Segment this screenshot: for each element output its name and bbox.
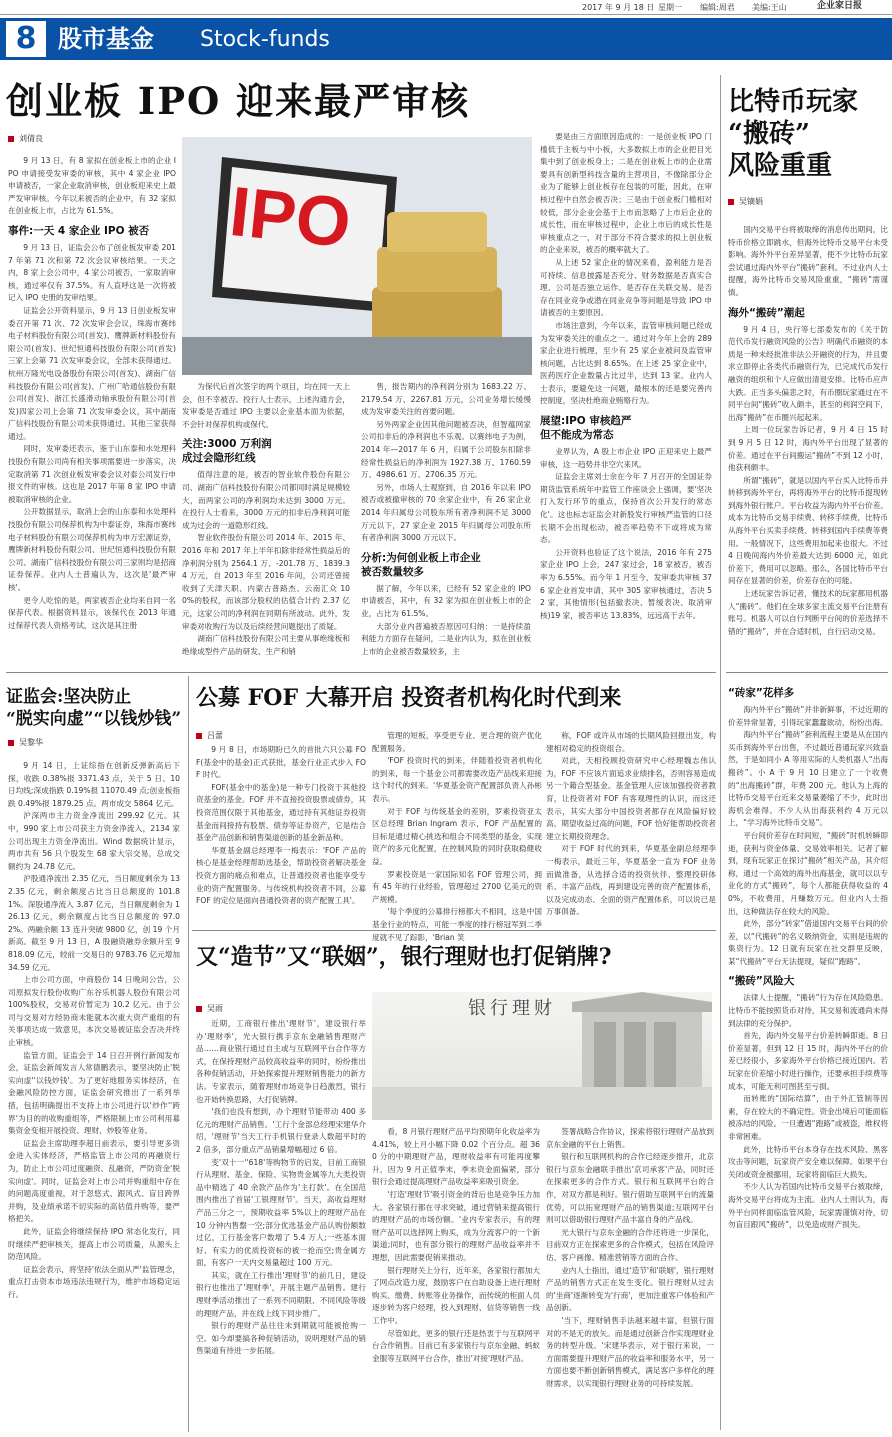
side-author: 吴镝娟: [739, 197, 763, 206]
byline-marker: [728, 199, 734, 205]
side-top-body: [728, 224, 888, 664]
paragraph: 上周一位玩家告诉记者，9 月 4 日 15 时到 9 月 5 日 12 时，海内外平台出现了显著的价差。通过在平台间搬运“搬砖”不到 12 小时，他获利颇丰。: [728, 425, 888, 473]
section-title-cn: 股市基金: [58, 25, 154, 53]
divider-h-side: [726, 672, 888, 673]
byline-marker: [8, 740, 14, 746]
paragraph: 而转账的“国际结算”，由于外汇管制等因素，存在较大的不确定性。资金出境后可能面临被冻结的风险。一旦遭遇“跑路”或被盗，维权将非常困难。: [728, 1094, 888, 1141]
paragraph: 管理的短板，享受更专业、更合理的资产优化配置服务。: [372, 731, 542, 753]
paragraph: 银行和互联网机构的合作已经逐步推开，北京银行与京东金融联手推出'京司承客'产品，同时还在探索更多的合作方式。银行和互联网平台的合作，对双方都是利好。银行借助互联网平台的流量优势，可以拓宽理财产品的销售渠道;互联网平台则可以借助银行理财产品丰富自身的产品线。: [546, 1152, 714, 1225]
bank-image-text: 银行理财: [468, 998, 556, 1019]
paragraph: 光大银行与京东金融的合作还将进一步深化，目前双方正在探索更多的合作模式，包括在风险评估、客户画像、精准营销等方面的合作。: [546, 1227, 714, 1262]
article3-col3: [546, 730, 716, 920]
paragraph: 近期，工商银行推出'理财节'，建设银行举办'理财季'，光大银行携手京东金融销售理财产品……商业银行通过自主或与互联网平台合作等方式，在保持理财产品较高收益率的同时，纷纷推出各种促销活动，开始探索提升理财销售能力的新方法。专家表示，随着理财市场竞争日趋激烈，银行也开始转换思路，大打促销牌。: [196, 1019, 366, 1104]
paragraph: 同时，发审委还表示，鉴于山东泰和水处理科技股份有限公司尚有相关事项需要进一步落实，决定取消第 71 次创业板发审委会议对泰公司发行申报文件的审核。这也是 2017 年第 8 家 IPO 申请被取消审核的企业。: [8, 444, 176, 504]
paragraph: 上市公司方面，中商股份 14 日晚间公告，公司原拟发行股份收购广东谷乐机器人股份有限公司 100%股权，交易对价暂定为 10.2 亿元。由于公司与交易对方经协商未能就本次重大资产重组的有关事项达成一致意见，本次交易被证监会否决并终止审核。: [8, 975, 180, 1048]
page-number: 8: [6, 21, 46, 57]
paragraph: 市场注意到，今年以来，监管审核问题已经成为发审委关注的重点之一。通过对今年上会的 289 家企业进行梳理，至少有 25 家企业被问及监管审核问题，占比达到 8.65%。在上述 25 家企业中，医药医疗企业数量占比过半，达到 13 家。业内人士表示，要避免这一问题，最根本的还是要完善内控制度，坚决杜绝商业贿赂行为。: [540, 320, 712, 406]
article4-col1: [196, 1018, 366, 1432]
paragraph: 售，报告期内的净利润分别为 1683.22 万、2179.54 万、2267.81 万元，公司业务增长缓慢成为发审委关注的首要问题。: [361, 382, 531, 417]
article3-headline: 公募 FOF 大幕开启 投资者机构化时代到来: [196, 685, 622, 711]
divider-h1: [6, 672, 716, 673]
byline-marker: [196, 1006, 202, 1012]
paragraph: 变'双十一''618'等购物节的启发，目前工商银行从理财、基金、保险、实物贵金属等九大类投资品中精选了 40 余款产品作为'主打款'。在全国范围内推出了首届'工银理财节'。当天，高收益理财产品三分之一，预期收益率 5%以上的理财产品在 10 分钟内售罄一空;部分优选基金产品认购份额数过亿，工行基金客户数增了 5.4 万人;一些基本面好、有实力的优质投资标的被一抢而空;贵金属方面，有客户一天内交易量超过 100 万元。: [196, 1157, 366, 1268]
issue-weekday: 星期一: [658, 3, 682, 12]
article3-byline: [196, 730, 223, 741]
paragraph: 签署战略合作协议，探索将银行理财产品放到京东金融的平台上销售。: [546, 1127, 714, 1149]
paragraph: 湖南广信科技股份有限公司主要从事绝缘板和绝缘成型件产品的研发、生产和销: [182, 634, 350, 656]
side-headline: 比特币玩家 “搬砖” 风险重重: [728, 87, 859, 181]
paragraph: 首先，海内外交易平台价差转瞬即逝。8 日价差显著，但到 12 日 15 时，海内外平台的价差已经很小，多家海外平台价格已接近国内。若玩家在价差缩小时进行操作，还要承担手续费等成本，可能无利可图甚至亏损。: [728, 1031, 888, 1091]
side-byline: [728, 196, 763, 207]
byline-marker: [196, 733, 202, 739]
bank-finance-photo: [372, 992, 712, 1120]
paragraph: 公开数据显示，取消上会的山东泰和水处理科技股份有限公司保荐机构为中泰证券，珠海市赛纬电子材料股份有限公司保荐机构为申万宏源证券，鹰牌新材料股份有限公司、世纪恒通科技股份有限公司、湖南广信科技股份有限公司三家则均是招商证券保荐。业内人士普遍认为，这次是'最严审核'。: [8, 507, 176, 592]
article1-col1: [8, 155, 176, 667]
paragraph: 监管方面，证监会于 14 日召开例行新闻发布会，证监会新闻发言人常德鹏表示，要坚决防止'脱实向虚''以钱炒钱'。为了更好地服务实体经济，在金融风险防控方面，证监会研究推出了一系列举措，包括明确提出不支持上市公司进行以'炒作''跨界'为目的的收购重组等，严格限制上市公司利用募集资金变相开展投资、理财、炒股等业务。: [8, 1050, 180, 1136]
top-bar: [0, 0, 892, 15]
ipo-photo: [182, 137, 532, 375]
article1-col3: [361, 381, 531, 667]
paragraph: 尽管如此，更多的银行还是热衷于与互联网平台合作销售。目前已有多家银行与京东金融、蚂蚁金服等互联网平台合作，推出'对接'理财产品。: [372, 1328, 540, 1363]
paragraph: 9 月 14 日，上证综指在创新反弹新高后下探，收跌 0.38%报 3371.43 点，关于 5 日、10 日均线;深成指跌 0.19%报 11070.49 点;创业板指跌 0.49%报 1879.25 点。两市成交 5864 亿元。: [8, 761, 180, 808]
paragraph: '我们也没有想到，办个理财节能带动 400 多亿元的理财产品销售。'工行个金部总经理宋建华介绍，'理财节'当天工行手机银行登录人数超平时的 2 倍多，部分重点产品销量增幅超过 6 倍。: [196, 1107, 366, 1154]
article1-byline: [8, 133, 43, 144]
paragraph: 值得注意的是，被否的智业软件股份有限公司、湖南广信科技股份有限公司都同时满足规模较大，而两家公司的净利润均未达到 3000 万元。在投行人士看来，3000 万元的扣非后净利润可能成为过会的一道隐形红线。: [182, 470, 350, 530]
paragraph: '每个季度的公募排行榜都大不相同，这是中国基金行业的特点，可能一季度的排行榜冠军到二季度就不见了踪影，'Brian 笑: [372, 907, 542, 942]
paragraph: 不少人认为若国内比特币交易平台被取缔，海外交易平台将成为主流。业内人士则认为，海外平台同样面临监管风险，玩家需谨慎对待，切勿盲目跟风“搬砖”，以免造成财产损失。: [728, 1182, 888, 1230]
article1-author: 刘倩良: [19, 134, 43, 143]
paragraph: 大部分业内普遍被否原因可归纳：一是持续盈利能力方面存在疑问，二是业内认为，拟在创业板上市的企业被否数量较多，主: [361, 621, 531, 656]
subheading: 关注:3000 万利润 成过会隐形红线: [182, 438, 272, 465]
paragraph: FOF(基金中的基金)是一种专门投资于其他投资基金的基金。FOF 并不直接投资股票或债券，其投资范围仅限于其他基金，通过持有其他证券投资基金而间接持有股票、债券等证券资产，它是结合基金产品创新和销售渠道创新的基金新品种。: [196, 782, 366, 843]
designer-credit: 美编:王山: [752, 3, 787, 12]
paragraph: 要是由三方面原因造成的：一是创业板 IPO 门槛低于主板与中小板，大多数拟上市的企业把目光集中到了创业板身上；二是在创业板上市的企业需要具有创新型科技含量的主营项目，不像除部分企业为了能够上创业板存在包装的可能，因此，在审核过程中自然会被否决；三是由于创业板门槛相对较低，部分企业会基于上市而忽略了上市后企业的成长性，而在审核过程中，企业上市后的成长性是审核重点之一，对于部分不符合要求的拟上创业板的企业来说，被否的概率就大了。: [540, 132, 712, 255]
ipo-image-text: IPO: [226, 171, 355, 263]
section-header: [0, 18, 892, 60]
article4-headline: 又“造节”又“联姻”，银行理财也打促销牌?: [196, 944, 612, 970]
section-title-en: Stock-funds: [200, 27, 330, 52]
article1-col4: [540, 131, 712, 667]
paper-name: 企业家日报: [817, 1, 863, 11]
paragraph: 银行理财关上分行，近年来，各家银行都加大了网点改造力度，鼓励客户在自助设备上进行理财购买、缴费、转账等业务操作，而传统的柜面人员逐步转为客户经理，投入到理财、信贷等销售一线工作中。: [372, 1265, 540, 1325]
paragraph: 沪深两市主力资金净流出 299.92 亿元。其中，990 家上市公司获主力资金净流入，2134 家公司出现主力资金净流出。Wind 数据统计显示，两市共有 56 只个股发生 68 家大宗交易，总成交额约为 24.78 亿元。: [8, 811, 180, 871]
subheading: 展望:IPO 审核趋严 但不能成为常态: [540, 415, 632, 442]
paragraph: 证监会表示，将坚持'依法全面从严'监管理念，重点打击资本市场违法违规行为，维护市场稳定运行。: [8, 1264, 180, 1299]
paragraph: 另外，市场人士观察到，自 2016 年以来 IPO 被否或被撤审核的 70 余家企业中，有 26 家企业 2014 年归属母公司股东所有者净利润不足 3000 万元以下，27 家企业 2015 年归属母公司股东所有者净利润 3000 万元以下。: [361, 482, 531, 543]
article4-byline: [196, 1003, 223, 1014]
paragraph: 此外，证监会将继续保持 IPO 常态化发行，同时继续严把审核关，提高上市公司质量，从源头上防范风险。: [8, 1226, 180, 1262]
paragraph: 另外两家企业因其他问题被否决，但智蕴网家公司扣非后的净利润也不乐观。以赛纬电子为例，2014 年—2017 年 6 月，归属于公司股东扣除非经常性损益后的净利润为 1927.38 万、1760.59 万、4986.61 万、2706.35 万元。: [361, 419, 531, 480]
paragraph: '打造'理财节'吸引资金的背后也是竞争压力加大。各家银行都在寻求突破，通过营销来提高银行的理财产品的市场份额。'业内专家表示，有的理财产品可以选择网上购买，成为分流客户的一个新渠道;同时，也有部分银行的理财产品收益率并不理想，因此需要促销来推动。: [372, 1189, 540, 1262]
paragraph: 9 月 13 日，有 8 家拟在创业板上市的企业 IPO 申请接受发审委的审核，其中 4 家企业 IPO 申请被否，一家企业取消审核，创业板迎来史上最严发审审核。今年以来被否的企业中，有 32 家拟在创业板上市，占比为 61.5%。: [8, 156, 176, 216]
divider-h2: [192, 930, 716, 931]
paragraph: 沪股通净流出 2.35 亿元，当日额度剩余为 132.35 亿元，剩余额度占比当日总额度的 101.81%。深股通净流入 3.87 亿元，当日额度剩余为 126.13 亿元，剩余额度占比当日总额度的 97.02%。两融余额 13 连升突破 9800 亿，创 19 个月新高。截至 9 月 13 日，A 股融资融券余额升至 9818.09 亿元，较前一交易日的 9783.76 亿元增加 34.59 亿元。: [8, 874, 180, 972]
article2-headline: 证监会:坚决防止 “脱实向虚”“以钱炒钱”: [6, 687, 182, 729]
article1-col2: [182, 381, 350, 667]
paragraph: 对于 FOF 时代的到来，华夏基金副总经理李一梅表示，最近三年，华夏基金一直为 FOF 业务而做准备，从选择合适的投资伙伴、整理投研体系、丰富产品线，再到建设完善的资产配置体系，以及完成动态、全面的资产配置体系，可以说已是万事俱备。: [546, 844, 716, 917]
paragraph: 对于 FOF 与传统基金的差别，罗素投资亚太区总经理 Brian Ingram 表示，FOF 产品配置的目标是通过精心挑选和组合不同类型的基金，实现资产的多元化配置，在控制风险的同时获取稳健收益。: [372, 806, 542, 866]
paragraph: 海内外平台“搬砖”并非新鲜事，不过近期的价差异常显著，引得玩家蠢蠢欲动，纷纷出海。: [728, 705, 888, 727]
paragraph: 从上述 52 家企业的情况来看，盈利能力是否可持续、信息披露是否充分、财务数据是否真实合理、公司是否独立运作、是否存在关联交易、是否存在同业竞争或潜在同业竞争等问题是导致 IPO 申请被否的主要原因。: [540, 257, 712, 318]
subheading: 海外“搬砖”潮起: [728, 306, 805, 319]
subheading: 事件:一天 4 家企业 IPO 被否: [8, 224, 150, 237]
subheading: “搬砖”风险大: [728, 975, 795, 988]
paragraph: 法律人士提醒，“搬砖”行为存在风险隐患。比特币不能按照货币对待，其交易和流通尚未得到法律的充分保护。: [728, 993, 888, 1028]
paragraph: 证监会公开资料显示，9 月 13 日创业板发审委召开第 71 次、72 次发审会会议，珠海市赛纬电子材料股份有限公司(首发)、鹰牌新材料股份有限公司(首发)、世纪恒通科技股份有限公司(首发)三家上会第 71 次发审委会议，全部未获得通过。杭州万隆光电设备股份有限公司(首发)、湖南广信科技股份有限公司(首发)、广州广哈通信股份有限公司(首发)、浙江长盛滑动轴承股份有限公司(首发)四家公司上会第 71 次发审委会议，其中湖南广信科技股份有限公司未获得通过。其他三家获得通过。: [8, 305, 176, 441]
divider-v2: [188, 676, 189, 1432]
subheading: 分析:为何创业板上市企业 被否数量较多: [361, 551, 481, 578]
paragraph: 为保代后首次签字的两个项目，均在同一天上会，但不幸被否。投行人士表示，上述沟通方会，发审委是否通过 IPO 主要以企业基本面为依据，不会针对保荐机构或保代。: [182, 382, 350, 429]
paragraph: 9 月 8 日，市场期盼已久的首批六只公募 FOF(基金中的基金)正式获批，基金行业正式步入 FOF 时代。: [196, 745, 366, 780]
article3-author: 吕蕾: [207, 731, 223, 740]
paragraph: 看，8 月银行理财产品平均预期年化收益率为 4.41%，较上月小幅下降 0.02 个百分点。超 360 分的中期理财产品，理财收益率有可能再度攀升，因为 9 月正值季末，季末资金面偏紧，部分银行会通过提高理财产品收益率来吸引资金。: [372, 1127, 540, 1187]
issue-date: 2017 年 9 月 18 日: [582, 3, 655, 12]
subheading: “砖家”花样多: [728, 687, 795, 699]
paragraph: 证监会主席助理李超日前表示，要引导更多资金进入实体经济，严格监管上市公司的再融资行为，防止上市公司过度融资、乱融资，严防资金'脱实向虚'。同时，证监会对上市公司并购重组中存在的问题高度重视，对于忽悠式、跟风式、盲目跨界并购，及业绩承诺不切实际的高估值并购等，要严格把关。: [8, 1138, 180, 1224]
paragraph: 智业软件股份有限公司 2014 年、2015 年、2016 年和 2017 年上半年扣除非经常性损益后的净利润分别为 2564.1 万、-201.78 万、1839.34 万元，自 2013 年至 2016 年间，公司还曾接收到了天津天职、内蒙古普路杰、云南汇众 100%的股权，而该部分股权的估值合计约 2.37 亿元，这家公司的净利润在同期有所波动。此外，发审委对收购行为以及后续经营问题提出了质疑。: [182, 533, 350, 631]
paragraph: 更令人吃惊的是，两家被否企业均来自同一名保荐代表。根据资料显示，该保代在 2013 年通过保荐代表人资格考试，这次是其注册: [8, 595, 176, 630]
article4-col3: [546, 1126, 714, 1432]
paragraph: 海内外平台“搬砖”套利流程主要是从在国内买币到海外平台出售，不过最近普通玩家兴致盎然，于是如同小 A 等用实际的人类机器人“出海搬砖”。小 A 于 9 月 10 日建立了一个收费的“出海搬砖”群，年费 200 元。他认为上海的比特币交易平台近来交易量萎缩了不少，此时出海机会难得。不少人从出海获利约 4 万元以上，“学习海外比特币交易”。: [728, 730, 888, 828]
article4-col2: [372, 1126, 540, 1432]
byline-marker: [8, 136, 14, 142]
paragraph: 国内交易平台将被取缔的消息传出期间，比特币价格立即跳水，但海外比特币交易平台未受影响。海外外平台差异显著，使不少比特币玩家尝试通过海内外平台“搬砖”套利。不过业内人士提醒，海外比特币交易风险重重，“搬砖”需谨慎。: [728, 225, 888, 297]
paragraph: 据了解，今年以来，已经有 52 家企业的 IPO 申请被否，其中，有 32 家为拟在创业板上市的企业，占比为 61.5%。: [361, 583, 531, 618]
side-bottom-body: [728, 680, 888, 1432]
article2-author: 吴黎华: [19, 738, 43, 747]
paragraph: 银行的理财产品往往未到期就可能被抢购一空。如今却要搞各种促销活动，说明理财产品的销售渠道有待进一步拓展。: [196, 1321, 366, 1356]
paragraph: 此外，比特币平台本身存在技术风险、黑客攻击等问题，玩家资产安全难以保障。如果平台关闭或资金被挪用，玩家将面临巨大损失。: [728, 1144, 888, 1179]
paragraph: 平台间价差存在时间短，“搬砖”时机转瞬即逝，获利与资金体量、交易效率相关。记者了解到，现有玩家正在探讨“搬砖”相关产品，其介绍称，通过一个高效的海外出海基金，就可以以专业化的方式“搬砖”，每个人都能获得收益的 40%，不收费用，月赚数万元。但业内人士指出，这种做法存在较大的风险。: [728, 830, 888, 916]
paragraph: 公开资料也验证了这个说法，2016 年有 275 家企业 IPO 上会，247 家过会，18 家被否，被否率为 6.55%。而今年 1 月至今，发审委共审核 376 家企业首发申请，其中 305 家审核通过，否决 52 家，其他情形(包括撤表决、暂缓表决、取消审核)19 家，被否率达 13.83%，远远高于去年。: [540, 547, 712, 620]
paragraph: 罗素投资是一家国际知名 FOF 管理公司，拥有 45 年的行业经验，管理超过 2700 亿美元的资产规模。: [372, 869, 542, 904]
paragraph: 所谓“搬砖”，就是以国内平台买入比特币并转移到海外平台，再将海外平台的比特币提现转到海外银行账户。平台收益为海内外平台价差。成本为比特币交易手续费、转移手续费，比特币从海外平台买卖手续费、转移到国内手续费等费用。一般情况下，这些费用加起来也很大。不过 4 日晚间海内外价差最大达到 6000 元，如此价差下，费用可以忽略。那么，各国比特币平台间存在显著的价差，价差存在的可能。: [728, 475, 888, 586]
paragraph: 业内人士指出，通过'造节'和'联姻'，银行理财产品的销售方式正在发生变化。银行理财从过去的'坐商'逐渐转变为'行商'，更加注重客户体验和产品创新。: [546, 1265, 714, 1313]
paragraph: '当下，理财销售手法越来越丰富，但银行面对的不是无的放矢。而是通过创新合作实现理财业务的转型升级。'宋建华表示，对于银行来说，一方面需要提升理财产品的收益率和服务水平，另一方面也要不断创新销售模式，满足客户多样化的理财需求，以实现银行理财业务的可持续发展。: [546, 1315, 714, 1388]
paragraph: 'FOF 投资时代的到来，伴随着投资者机构化的到来，每一个基金公司都需要改造产品线来迎接这个时代的到来。'华夏基金资产配置部负责人孙彬表示。: [372, 756, 542, 803]
paragraph: 对此，天相投顾投资研究中心经理魏志伟认为，FOF 不应该片面追求业绩排名，否则容易造成另一个籍合型基金。基金管理人应该加强投资者教育，让投资者对 FOF 有客观理性的认识，而这还表示，其实大部分中国投资者都存在风险偏好较高、期望收益过高的问题，FOF 恰好能帮助投资者建立长期投资理念。: [546, 756, 716, 841]
paragraph: 华夏基金副总经理李一梅表示：'FOF 产品的核心是基金经理帮助选基金，帮助投资者解决基金投资方面的痛点和难点，让普通投资者也能享受专业的资产配置服务。与传统机构投资者不同，公募 FOF 的定位是面向普通投资者的资产配置工具'。: [196, 845, 366, 906]
paragraph: 9 月 4 日，央行等七部委发布的《关于防范代币发行融资风险的公告》明确代币融资的本质是一种未经批准非法公开融资的行为，并且要求立即停止各类代币融资行为，已完成代币发行融资的组织和个人应做出清退安排。比特币应声大跌。正当多头偏悲之时，有币圈玩家通过在不同平台间“搬砖”收入颇丰，甚至的利润空间下，出海“搬砖”在币圈兴起起来。: [728, 324, 888, 422]
paragraph: 业界认为，A 股上市企业 IPO 正迎来史上最严审核，这一趋势并非空穴来风。: [540, 447, 712, 469]
divider-v1: [720, 75, 721, 1430]
article1-headline: 创业板 IPO 迎来最严审核: [6, 79, 471, 123]
article2-byline: [8, 737, 43, 748]
paragraph: 上述玩家告诉记者，懂技术的玩家都用机器人“搬砖”。他们在全球多家主流交易平台注册有账号。机器人可以自行判断平台间的价差选择不错的“搬砖”，并在合适时机，自行启动交易。: [728, 589, 888, 636]
editor-credit: 编辑:周君: [700, 3, 735, 12]
article2-body: [8, 760, 180, 1432]
paragraph: 其实，就在工行推出'理财节'的前几日，建设银行也推出了'理财季'，开展主题产品销售。建行理财季活动推出了一系列不同期限、不同风险等级的理财产品，并在线上线下同步推广。: [196, 1270, 366, 1318]
paragraph: 9 月 13 日，证监会公布了创业板发审委 2017 年第 71 次和第 72 次会议审核结果。一天之内，8 家上会公司中，4 家公司被否，一家取消审核，通过率仅有 37.5%。有人直呼这是一次将被记入 IPO 史册的发审结果。: [8, 242, 176, 303]
paragraph: 证监会主席刘士余在今年 7 月召开的全国证券期货监管系统年中监管工作座谈会上强调，要'坚决打入发行环节的重点，保持首次公开发行的常态化'。这也标志证监会对新股发行审核严监管的口径长期不会出现松动，被否率趋势不下或将成为常态。: [540, 472, 712, 545]
paragraph: 称，FOF 或许从市场的长期风险回报出发，构建相对稳定的投资组合。: [546, 731, 716, 753]
article4-author: 吴雨: [207, 1004, 223, 1013]
paragraph: 此外，部分“砖家”借道国内交易平台间的价差，以“代搬砖”的名义吸纳资金，实则是违规的集资行为。12 日就有玩家在社交群里反映，某“代搬砖”平台无法提现，疑似“跑路”。: [728, 919, 888, 966]
article3-col1: [196, 744, 366, 920]
article3-col2: [372, 730, 542, 942]
